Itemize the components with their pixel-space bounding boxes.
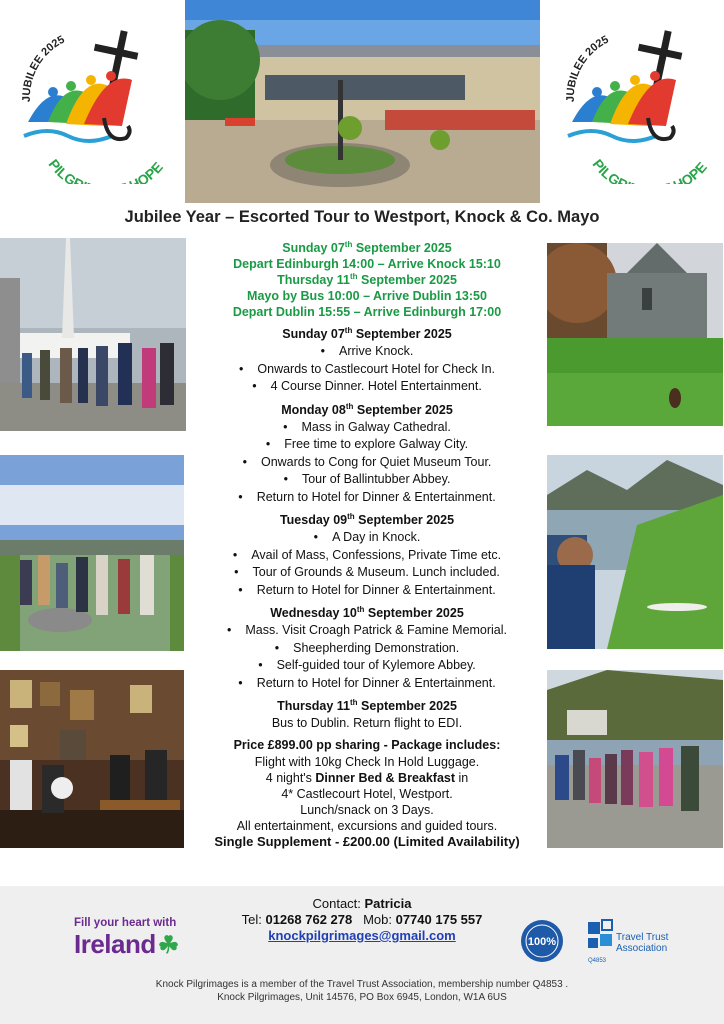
brand-wordmark: Ireland☘ — [74, 929, 179, 959]
travel-times — [190, 240, 544, 320]
travel-line-4: Mayo by Bus 10:00 – Arrive Dublin 13:50 — [247, 289, 487, 303]
abbey-lawn-photo — [547, 243, 723, 426]
travel-trust-logo — [584, 918, 684, 966]
pub-music-photo — [0, 670, 184, 848]
day-item: • Return to Hotel for Dinner & Entertainment. — [190, 582, 544, 600]
day-item: • Tour of Ballintubber Abbey. — [190, 471, 544, 489]
contact-line: Contact: Patricia — [312, 896, 412, 911]
logo-top-text: JUBILEE 2025 — [564, 33, 611, 103]
day-heading: Tuesday 09th September 2025 — [279, 511, 455, 527]
kylemore-group-photo — [547, 670, 723, 848]
shamrock-icon: ☘ — [157, 932, 179, 959]
price-heading: Price £899.00 pp sharing - Package includes: — [233, 738, 501, 752]
day-item: • A Day in Knock. — [190, 529, 544, 547]
membership-line: Knock Pilgrimages is a member of the Travel Trust Association, membership number Q4853 . — [155, 979, 569, 990]
hotel-courtyard-photo — [185, 0, 540, 203]
sheepherding-valley-photo — [547, 455, 723, 649]
day-item: • Onwards to Castlecourt Hotel for Check In. — [190, 361, 544, 379]
phone-line: Tel: 01268 762 278 Mob: 07740 175 557 — [241, 912, 483, 927]
jubilee-logo-right — [552, 14, 717, 184]
day-item: • Self-guided tour of Kylemore Abbey. — [190, 657, 544, 675]
package-item: 4 night's Dinner Bed & Breakfast in — [265, 771, 469, 785]
single-supplement: Single Supplement - £200.00 (Limited Availability) — [214, 834, 520, 849]
jubilee-logo-left — [8, 14, 173, 184]
ireland-brand — [74, 917, 179, 960]
day-section — [190, 402, 544, 507]
travel-line-5: Depart Dublin 15:55 – Arrive Edinburgh 17:00 — [232, 305, 502, 319]
group-lakeside-photo — [0, 455, 184, 651]
tour-title: Jubilee Year – Escorted Tour to Westport, Knock & Co. Mayo — [124, 208, 600, 226]
day-heading: Monday 08th September 2025 — [281, 401, 453, 417]
day-section — [190, 512, 544, 599]
package-item: 4* Castlecourt Hotel, Westport. — [281, 787, 453, 801]
day-heading: Wednesday 10th September 2025 — [270, 604, 464, 620]
day-item: • Return to Hotel for Dinner & Entertainment. — [190, 675, 544, 693]
tta-name-1: Travel Trust — [616, 932, 669, 943]
day-section — [190, 605, 544, 692]
final-day-text: Bus to Dublin. Return flight to EDI. — [271, 716, 463, 730]
email-link[interactable]: knockpilgrimages@gmail.com — [268, 928, 456, 943]
logo-bottom-text: PILGR OPE — [589, 156, 710, 184]
tta-square-icon — [588, 922, 600, 934]
badge-percent: 100% — [527, 936, 557, 948]
day-item: • Mass in Galway Cathedral. — [190, 419, 544, 437]
day-item: • Onwards to Cong for Quiet Museum Tour. — [190, 454, 544, 472]
package-item: All entertainment, excursions and guided tours. — [236, 819, 498, 833]
itinerary — [190, 240, 544, 850]
day-item: • Arrive Knock. — [190, 343, 544, 361]
day-item: • Tour of Grounds & Museum. Lunch included. — [190, 564, 544, 582]
day-item: • Avail of Mass, Confessions, Private Time etc. — [190, 547, 544, 565]
day-item: • Mass. Visit Croagh Patrick & Famine Memorial. — [190, 622, 544, 640]
address-line: Knock Pilgrimages, Unit 14576, PO Box 6945, London, W1A 6US — [217, 992, 507, 1003]
travel-line-1: Sunday 07th September 2025 — [282, 239, 452, 255]
day-section — [190, 326, 544, 396]
brand-tagline: Fill your heart with — [74, 917, 177, 929]
membership-note — [0, 978, 724, 1004]
package-item: Lunch/snack on 3 Days. — [300, 803, 434, 817]
day-item: • Sheepherding Demonstration. — [190, 640, 544, 658]
package-item: Flight with 10kg Check In Hold Luggage. — [254, 755, 480, 769]
day-item: • 4 Course Dinner. Hotel Entertainment. — [190, 378, 544, 396]
day-section — [190, 698, 544, 731]
knock-basilica-photo — [0, 238, 186, 431]
day-heading: Thursday 11th September 2025 — [277, 697, 457, 713]
travel-line-3: Thursday 11th September 2025 — [277, 271, 457, 287]
logo-bottom-text: PILGR OPE — [45, 156, 166, 184]
tta-code: Q4853 — [588, 958, 607, 964]
protection-badge — [520, 919, 564, 963]
price-section — [190, 737, 544, 850]
day-item: • Free time to explore Galway City. — [190, 436, 544, 454]
logo-top-text: JUBILEE 2025 — [20, 33, 67, 103]
travel-line-2: Depart Edinburgh 14:00 – Arrive Knock 15:10 — [233, 257, 501, 271]
tta-name-2: Association — [616, 943, 668, 954]
day-heading: Sunday 07th September 2025 — [282, 325, 452, 341]
day-item: • Return to Hotel for Dinner & Entertainment. — [190, 489, 544, 507]
